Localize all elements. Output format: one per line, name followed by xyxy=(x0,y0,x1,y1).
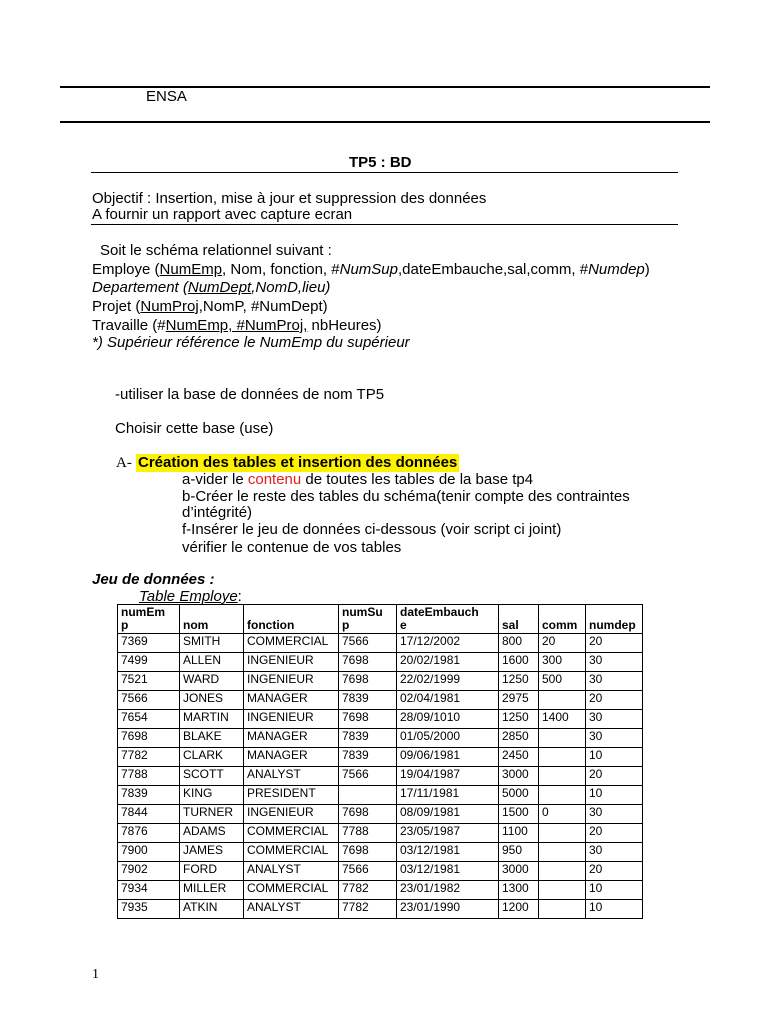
table-cell: 03/12/1981 xyxy=(397,843,499,862)
table-cell: 2850 xyxy=(499,729,539,748)
header-line-2: e xyxy=(400,618,407,632)
title-rule xyxy=(91,172,678,173)
header-bottom-rule xyxy=(60,121,710,123)
table-cell: 7839 xyxy=(339,729,397,748)
schema-employe xyxy=(92,261,650,279)
header-line-2: nom xyxy=(183,618,209,632)
table-cell xyxy=(539,900,586,919)
step-b-line-2: d’intégrité) xyxy=(182,504,253,521)
table-cell: 7566 xyxy=(339,634,397,653)
projet-rest: ,NomP, #NumDept) xyxy=(198,298,328,315)
table-cell: 23/01/1982 xyxy=(397,881,499,900)
table-cell: 7566 xyxy=(339,767,397,786)
travaille-name: Travaille (# xyxy=(92,317,166,334)
table-cell: MANAGER xyxy=(244,729,339,748)
table-cell: 7900 xyxy=(118,843,180,862)
table-cell: JAMES xyxy=(180,843,244,862)
table-cell: 7934 xyxy=(118,881,180,900)
table-cell: 30 xyxy=(586,672,643,691)
objective-rule xyxy=(91,224,678,225)
table-cell: 7369 xyxy=(118,634,180,653)
header-line-1: dateEmbauch xyxy=(400,605,479,619)
table-body xyxy=(118,634,643,919)
table-cell: 300 xyxy=(539,653,586,672)
table-cell: 30 xyxy=(586,729,643,748)
table-cell: 7566 xyxy=(339,862,397,881)
instruction-use-db: -utiliser la base de données de nom TP5 xyxy=(115,386,385,403)
table-cell: 7782 xyxy=(118,748,180,767)
table-cell: 1200 xyxy=(499,900,539,919)
table-cell: 7654 xyxy=(118,710,180,729)
table-row xyxy=(118,805,643,824)
table-header-cell xyxy=(180,605,244,634)
table-label-suffix: : xyxy=(237,588,242,605)
header-line-1: numSu xyxy=(342,605,383,619)
table-header-cell xyxy=(118,605,180,634)
table-cell: 30 xyxy=(586,843,643,862)
table-cell: 28/09/1010 xyxy=(397,710,499,729)
table-cell: 20 xyxy=(586,824,643,843)
table-cell xyxy=(539,729,586,748)
table-cell: 2975 xyxy=(499,691,539,710)
table-cell xyxy=(539,786,586,805)
table-cell: 5000 xyxy=(499,786,539,805)
projet-key: NumProj xyxy=(140,298,199,315)
table-cell: 20 xyxy=(586,767,643,786)
table-cell: COMMERCIAL xyxy=(244,843,339,862)
objective-line-1: Objectif : Insertion, mise à jour et suppression des données xyxy=(92,190,487,207)
table-row xyxy=(118,710,643,729)
table-cell: 7839 xyxy=(339,748,397,767)
table-cell: 17/12/2002 xyxy=(397,634,499,653)
table-cell: 1100 xyxy=(499,824,539,843)
table-cell: 10 xyxy=(586,786,643,805)
table-cell: 23/01/1990 xyxy=(397,900,499,919)
table-cell: MARTIN xyxy=(180,710,244,729)
table-cell: 20 xyxy=(586,691,643,710)
table-cell: 20 xyxy=(539,634,586,653)
table-cell xyxy=(539,881,586,900)
employe-fk-numsup: NumSup xyxy=(339,261,398,278)
table-cell: 7566 xyxy=(118,691,180,710)
table-cell: ADAMS xyxy=(180,824,244,843)
table-cell: 22/02/1999 xyxy=(397,672,499,691)
table-cell: 7499 xyxy=(118,653,180,672)
table-cell: 19/04/1987 xyxy=(397,767,499,786)
table-row xyxy=(118,634,643,653)
table-header-cell xyxy=(539,605,586,634)
step-b-line-1: b-Créer le reste des tables du schéma(tenir compte des contraintes xyxy=(182,488,630,505)
table-cell xyxy=(539,691,586,710)
table-cell: INGENIEUR xyxy=(244,710,339,729)
table-header-cell xyxy=(244,605,339,634)
step-a xyxy=(182,471,533,489)
table-row xyxy=(118,653,643,672)
table-cell: 7902 xyxy=(118,862,180,881)
table-cell: 7839 xyxy=(118,786,180,805)
departement-key: NumDept xyxy=(187,279,252,296)
table-cell: ANALYST xyxy=(244,767,339,786)
header-line-2: comm xyxy=(542,618,578,632)
employe-table xyxy=(117,604,643,919)
table-label-name: Table Employe xyxy=(139,588,238,605)
table-cell: 7782 xyxy=(339,900,397,919)
table-cell: 0 xyxy=(539,805,586,824)
table-cell: COMMERCIAL xyxy=(244,824,339,843)
employe-mid: , Nom, fonction, # xyxy=(222,261,340,278)
table-row xyxy=(118,691,643,710)
table-cell: COMMERCIAL xyxy=(244,634,339,653)
table-row xyxy=(118,881,643,900)
table-cell: 7788 xyxy=(339,824,397,843)
employe-rest: ,dateEmbauche,sal,comm, # xyxy=(397,261,589,278)
table-cell: 1400 xyxy=(539,710,586,729)
table-cell: COMMERCIAL xyxy=(244,881,339,900)
section-a-marker: A- xyxy=(116,455,132,471)
table-cell: 3000 xyxy=(499,862,539,881)
table-header-cell xyxy=(339,605,397,634)
table-cell: 7698 xyxy=(339,843,397,862)
table-cell: 500 xyxy=(539,672,586,691)
table-cell: TURNER xyxy=(180,805,244,824)
table-row xyxy=(118,748,643,767)
table-cell: 7521 xyxy=(118,672,180,691)
table-cell: 30 xyxy=(586,805,643,824)
table-cell: 10 xyxy=(586,748,643,767)
table-cell: 20 xyxy=(586,862,643,881)
table-cell: MANAGER xyxy=(244,691,339,710)
departement-rest: ,NomD,lieu) xyxy=(251,279,331,296)
table-cell: 2450 xyxy=(499,748,539,767)
step-a-highlight: contenu xyxy=(247,471,302,488)
table-cell: 02/04/1981 xyxy=(397,691,499,710)
table-cell: ANALYST xyxy=(244,862,339,881)
table-cell: 7788 xyxy=(118,767,180,786)
table-cell: 23/05/1987 xyxy=(397,824,499,843)
table-cell: PRESIDENT xyxy=(244,786,339,805)
table-cell: 800 xyxy=(499,634,539,653)
page-number: 1 xyxy=(92,967,99,982)
header-line-2: numdep xyxy=(589,618,636,632)
table-cell: 09/06/1981 xyxy=(397,748,499,767)
table-cell: MANAGER xyxy=(244,748,339,767)
table-cell: 7698 xyxy=(339,653,397,672)
table-cell: ANALYST xyxy=(244,900,339,919)
schema-projet xyxy=(92,298,328,316)
schema-note: *) Supérieur référence le NumEmp du supérieur xyxy=(92,334,410,351)
table-cell: 7698 xyxy=(339,805,397,824)
table-cell xyxy=(539,767,586,786)
header-line-2: sal xyxy=(502,618,519,632)
table-cell: 08/09/1981 xyxy=(397,805,499,824)
table-row xyxy=(118,862,643,881)
table-cell xyxy=(539,824,586,843)
dataset-heading: Jeu de données : xyxy=(92,571,215,588)
table-row xyxy=(118,900,643,919)
table-row xyxy=(118,786,643,805)
header-line-2: p xyxy=(121,618,129,632)
table-cell: 10 xyxy=(586,881,643,900)
table-cell: FORD xyxy=(180,862,244,881)
header-line-1: numEm xyxy=(121,605,166,619)
table-header-cell xyxy=(397,605,499,634)
table-cell: 7698 xyxy=(118,729,180,748)
step-a-pre: a-vider le xyxy=(182,471,248,488)
table-cell: 1250 xyxy=(499,672,539,691)
table-cell xyxy=(339,786,397,805)
table-cell xyxy=(539,843,586,862)
header-line-2: p xyxy=(342,618,350,632)
table-cell: SMITH xyxy=(180,634,244,653)
table-cell: 30 xyxy=(586,653,643,672)
table-header-row xyxy=(118,605,643,634)
table-cell: ATKIN xyxy=(180,900,244,919)
table-cell: INGENIEUR xyxy=(244,653,339,672)
table-row xyxy=(118,824,643,843)
header-line-2: fonction xyxy=(247,618,295,632)
table-header-cell xyxy=(499,605,539,634)
table-cell: 7839 xyxy=(339,691,397,710)
table-cell: 1500 xyxy=(499,805,539,824)
table-cell: 7782 xyxy=(339,881,397,900)
travaille-key: NumEmp, #NumProj, xyxy=(165,317,308,334)
table-cell: 17/11/1981 xyxy=(397,786,499,805)
table-row xyxy=(118,843,643,862)
table-cell: 1600 xyxy=(499,653,539,672)
table-cell: 7698 xyxy=(339,710,397,729)
departement-name: Departement ( xyxy=(92,279,188,296)
table-row xyxy=(118,729,643,748)
schema-departement xyxy=(92,279,330,297)
table-cell: 01/05/2000 xyxy=(397,729,499,748)
step-verify: vérifier le contenue de vos tables xyxy=(182,539,402,556)
table-cell: INGENIEUR xyxy=(244,672,339,691)
table-cell: 7935 xyxy=(118,900,180,919)
table-cell: 10 xyxy=(586,900,643,919)
schema-travaille xyxy=(92,317,382,335)
employe-key: NumEmp xyxy=(159,261,223,278)
table-cell: 1250 xyxy=(499,710,539,729)
step-f: f-Insérer le jeu de données ci-dessous (voir script ci joint) xyxy=(182,521,562,538)
table-row xyxy=(118,767,643,786)
employe-name: Employe ( xyxy=(92,261,160,278)
table-cell: ALLEN xyxy=(180,653,244,672)
table-cell: 20 xyxy=(586,634,643,653)
table-cell: 03/12/1981 xyxy=(397,862,499,881)
schema-intro: Soit le schéma relationnel suivant : xyxy=(100,242,332,259)
table-cell xyxy=(539,862,586,881)
table-cell: 30 xyxy=(586,710,643,729)
table-cell: WARD xyxy=(180,672,244,691)
table-cell: SCOTT xyxy=(180,767,244,786)
employe-end: ) xyxy=(644,261,650,278)
table-cell: KING xyxy=(180,786,244,805)
page-title: TP5 : BD xyxy=(349,154,412,171)
step-a-post: de toutes les tables de la base tp4 xyxy=(301,471,534,488)
table-cell: 20/02/1981 xyxy=(397,653,499,672)
table-cell: 7876 xyxy=(118,824,180,843)
objective-line-2: A fournir un rapport avec capture ecran xyxy=(92,206,353,223)
table-cell: 7844 xyxy=(118,805,180,824)
table-cell: MILLER xyxy=(180,881,244,900)
employe-fk-numdep: Numdep xyxy=(588,261,645,278)
instruction-choose: Choisir cette base (use) xyxy=(115,420,274,437)
table-cell: CLARK xyxy=(180,748,244,767)
table-cell: BLAKE xyxy=(180,729,244,748)
table-cell xyxy=(539,748,586,767)
table-row xyxy=(118,672,643,691)
table-cell: 1300 xyxy=(499,881,539,900)
table-cell: 3000 xyxy=(499,767,539,786)
table-cell: JONES xyxy=(180,691,244,710)
projet-name: Projet ( xyxy=(92,298,141,315)
table-header-cell xyxy=(586,605,643,634)
travaille-rest: nbHeures) xyxy=(307,317,382,334)
table-cell: 7698 xyxy=(339,672,397,691)
school-name: ENSA xyxy=(146,88,187,105)
table-cell: INGENIEUR xyxy=(244,805,339,824)
table-cell: 950 xyxy=(499,843,539,862)
section-a-title: Création des tables et insertion des données xyxy=(138,454,458,471)
